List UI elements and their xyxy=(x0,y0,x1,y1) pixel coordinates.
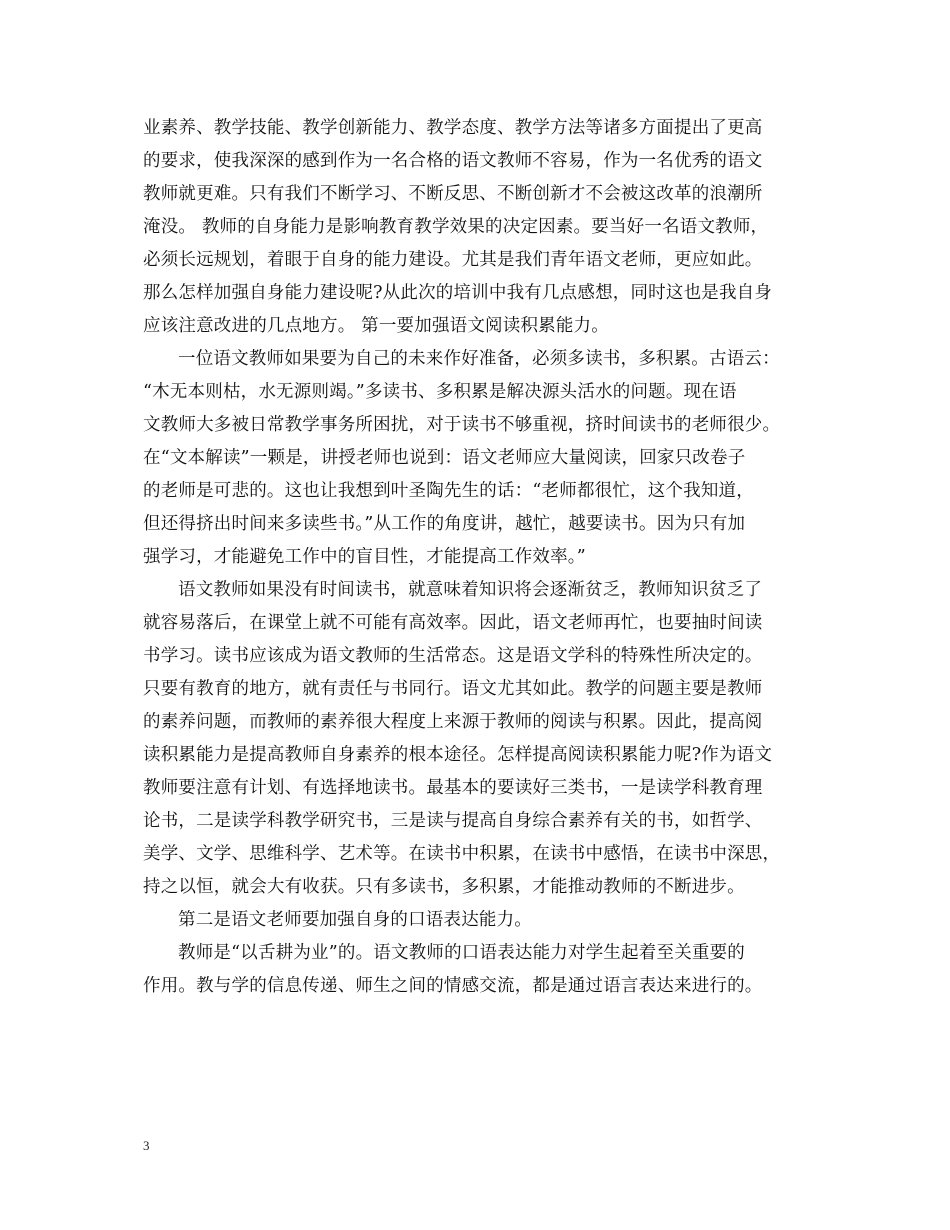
text-line: 强学习，才能避免工作中的盲目性，才能提高工作效率。” xyxy=(143,547,586,567)
text-line: 读积累能力是提高教师自身素养的根本途径。怎样提高阅读积累能力呢?作为语文 xyxy=(143,745,773,765)
text-line: 第二是语文老师要加强自身的口语表达能力。 xyxy=(178,910,532,930)
text-line: 但还得挤出时间来多读些书。”从工作的角度讲，越忙，越要读书。因为只有加 xyxy=(143,514,746,534)
page-number: 3 xyxy=(143,1138,150,1153)
text-line: 只要有教育的地方，就有责任与书同行。语文尤其如此。教学的问题主要是教师 xyxy=(143,679,763,699)
text-line: 语文教师如果没有时间读书，就意味着知识将会逐渐贫乏，教师知识贫乏了 xyxy=(178,580,763,600)
text-line: 的要求，使我深深的感到作为一名合格的语文教师不容易，作为一名优秀的语文 xyxy=(143,151,763,171)
text-line: 文教师大多被日常教学事务所困扰，对于读书不够重视，挤时间读书的老师很少。 xyxy=(143,415,781,435)
text-line: 的老师是可悲的。这也让我想到叶圣陶先生的话：“老师都很忙，这个我知道， xyxy=(143,481,754,501)
text-line: 持之以恒，就会大有收获。只有多读书，多积累，才能推动教师的不断进步。 xyxy=(143,877,745,897)
text-line: 美学、文学、思维科学、艺术等。在读书中积累，在读书中感悟，在读书中深思， xyxy=(143,844,781,864)
text-line: 在“文本解读”一颗是，讲授老师也说到：语文老师应大量阅读，回家只改卷子 xyxy=(143,448,746,468)
text-line: 必须长远规划，着眼于自身的能力建设。尤其是我们青年语文老师，更应如此。 xyxy=(143,250,763,270)
text-line: 教师是“以舌耕为业”的。语文教师的口语表达能力对学生起着至关重要的 xyxy=(178,943,745,963)
text-line: 论书，二是读学科教学研究书，三是读与提高自身综合素养有关的书，如哲学、 xyxy=(143,811,763,831)
text-line: 那么怎样加强自身能力建设呢?从此次的培训中我有几点感想，同时这也是我自身 xyxy=(143,283,773,303)
text-line: 业素养、教学技能、教学创新能力、教学态度、教学方法等诸多方面提出了更高 xyxy=(143,118,763,138)
text-line: 的素养问题，而教师的素养很大程度上来源于教师的阅读与积累。因此，提高阅 xyxy=(143,712,763,732)
text-line: 教师就更难。只有我们不断学习、不断反思、不断创新才不会被这改革的浪潮所 xyxy=(143,184,763,204)
text-line: 教师要注意有计划、有选择地读书。最基本的要读好三类书，一是读学科教育理 xyxy=(143,778,763,798)
text-line: 就容易落后，在课堂上就不可能有高效率。因此，语文老师再忙，也要抽时间读 xyxy=(143,613,763,633)
text-line: 书学习。读书应该成为语文教师的生活常态。这是语文学科的特殊性所决定的。 xyxy=(143,646,763,666)
text-line: 应该注意改进的几点地方。 第一要加强语文阅读积累能力。 xyxy=(143,316,609,336)
text-line: “木无本则枯，水无源则竭。”多读书、多积累是解决源头活水的问题。现在语 xyxy=(143,382,737,402)
body-text xyxy=(143,112,823,1003)
text-line: 作用。教与学的信息传递、师生之间的情感交流，都是通过语言表达来进行的。 xyxy=(143,976,763,996)
text-line: 一位语文教师如果要为自己的未来作好准备，必须多读书，多积累。古语云： xyxy=(178,349,780,369)
text-line: 淹没。 教师的自身能力是影响教育教学效果的决定因素。要当好一名语文教师， xyxy=(143,217,769,237)
